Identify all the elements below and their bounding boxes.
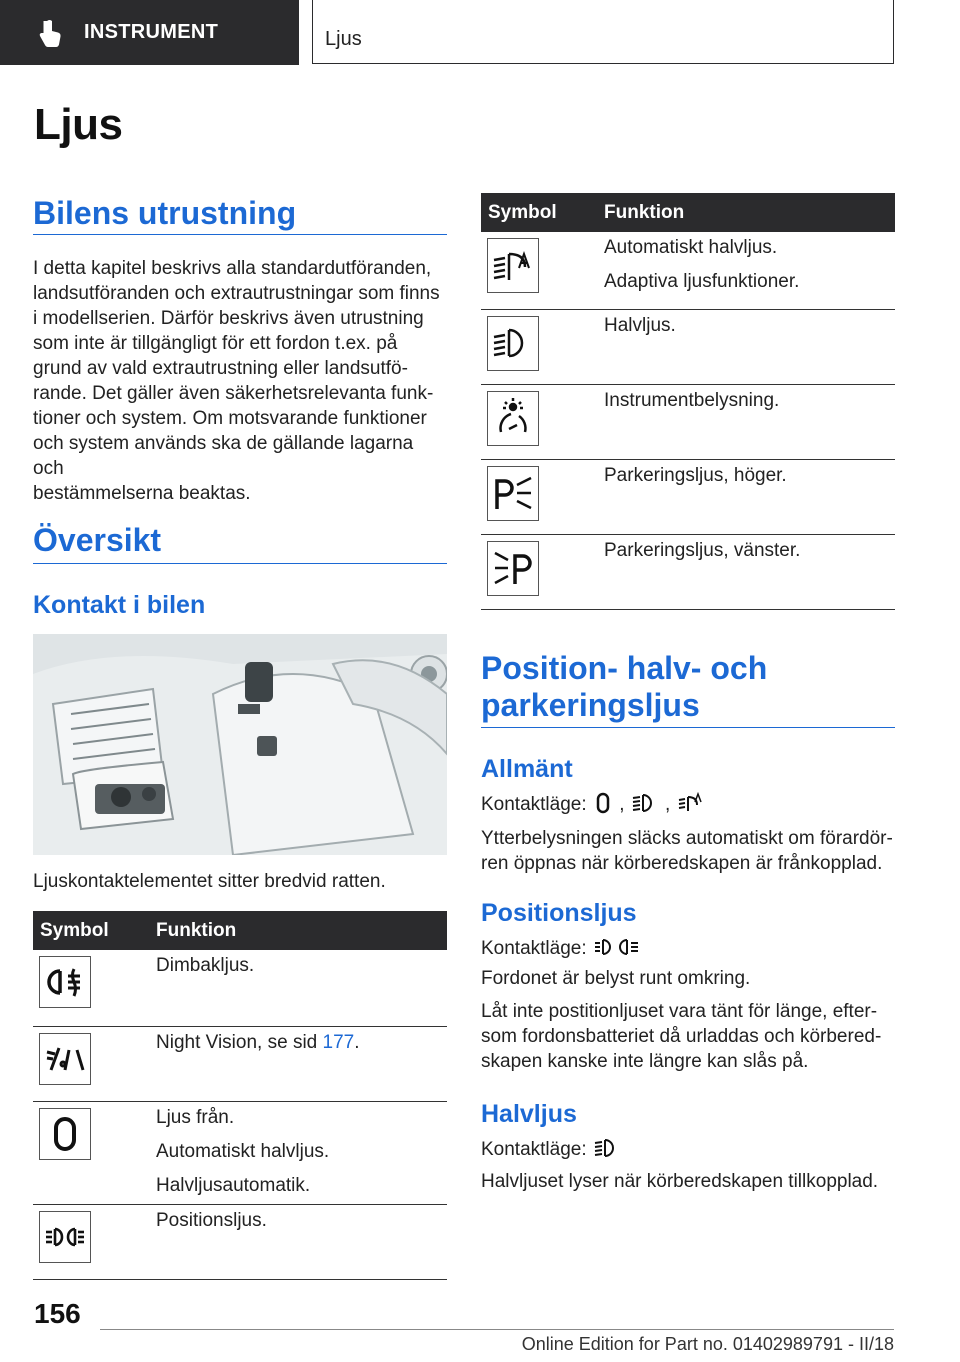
symbol-table-right <box>481 193 895 610</box>
heading-rule <box>33 563 447 564</box>
page-link-177[interactable]: 177 <box>322 1031 355 1053</box>
lights-off-icon <box>594 792 612 814</box>
heading-position-lights: Position- halv- och parkeringsljus <box>481 650 768 723</box>
function-text: Adaptiva ljusfunktioner. <box>604 271 800 292</box>
function-text: Parkeringsljus, vänster. <box>604 539 801 561</box>
table-row <box>481 459 895 534</box>
position-lights-icon <box>594 936 640 958</box>
position-lights-warning: Låt inte postitionljuset vara tänt för länge, efter- som fordonsbatteriet då urladdas och körbered- skapen kanske inte längre kan slås på. <box>481 1001 882 1072</box>
edition-text: Online Edition for Part no. 01402989791 - II/18 <box>521 1334 894 1354</box>
auto-low-beam-icon <box>678 792 704 814</box>
function-text: Automatiskt halvljus. <box>604 237 778 258</box>
parking-light-left-icon <box>487 541 539 596</box>
subheading-switch: Kontakt i bilen <box>33 591 206 619</box>
chapter-label: INSTRUMENT <box>84 21 219 43</box>
rear-fog-light-icon <box>39 956 91 1008</box>
general-paragraph: Ytterbelysningen släcks automatiskt om förardör- ren öppnas när körberedskapen är frånkopplad. <box>481 828 893 874</box>
hand-pointer-icon <box>38 18 64 48</box>
heading-overview: Översikt <box>33 522 162 558</box>
low-beam-icon <box>632 792 658 814</box>
section-label: Ljus <box>325 28 362 50</box>
position-lights-text: Fordonet är belyst runt omkring. <box>481 968 751 989</box>
function-text: Ljus från. <box>156 1106 235 1128</box>
col-function-header: Funktion <box>149 911 447 950</box>
night-vision-icon <box>39 1033 91 1085</box>
footer-rule <box>100 1329 894 1330</box>
contact-position-general: Kontaktläge: , , <box>481 792 706 817</box>
parking-light-right-icon <box>487 466 539 521</box>
col-function-header: Funktion <box>597 193 895 232</box>
heading-equipment: Bilens utrustning <box>33 195 297 231</box>
light-switch-photo <box>33 634 447 855</box>
position-lights-icon <box>39 1211 91 1263</box>
function-text: Positionsljus. <box>156 1209 267 1231</box>
table-row <box>481 534 895 609</box>
auto-low-beam-icon <box>487 238 539 293</box>
lights-off-icon <box>39 1108 91 1160</box>
col-symbol-header: Symbol <box>481 193 597 232</box>
function-text: Dimbakljus. <box>156 955 255 976</box>
page-title: Ljus <box>34 100 123 149</box>
table-row <box>481 309 895 384</box>
table-row <box>33 1026 447 1101</box>
table-row <box>481 384 895 459</box>
chapter-tab[interactable] <box>0 0 299 65</box>
subheading-general: Allmänt <box>481 755 573 783</box>
subheading-position-lights: Positionsljus <box>481 899 637 927</box>
table-row <box>33 950 447 1026</box>
function-text: Parkeringsljus, höger. <box>604 464 787 486</box>
function-text: Halvljusautomatik. <box>156 1174 311 1196</box>
contact-position-lights: Kontaktläge: <box>481 936 642 961</box>
heading-rule <box>33 234 447 235</box>
low-beam-text: Halvljuset lyser när körberedskapen tillkopplad. <box>481 1171 879 1192</box>
subheading-low-beam: Halvljus <box>481 1100 577 1128</box>
photo-caption: Ljuskontaktelementet sitter bredvid ratten. <box>33 871 386 892</box>
function-text: Instrumentbelysning. <box>604 389 780 411</box>
table-row <box>33 1204 447 1279</box>
function-text: Automatiskt halvljus. <box>156 1140 330 1162</box>
table-row <box>481 232 895 309</box>
function-text: Halvljus. <box>604 314 676 336</box>
heading-rule <box>481 727 895 728</box>
page-number: 156 <box>34 1298 81 1329</box>
equipment-paragraph: I detta kapitel beskrivs alla standardutföranden, landsutföranden och extrautrustningar som finns i modellserien. Därför beskrivs även utrustning som inte är tillgängligt för ett fordon t.ex. på grund av vald extrautrustning eller landsutfö- rande. Det gäller även säkerhetsrelevanta funk- tioner och system. Om motsvarande funktioner och system används ska de gällande lagarna och bestämmelserna beaktas. <box>33 258 440 504</box>
symbol-table-left <box>33 911 447 1280</box>
low-beam-icon <box>594 1137 620 1159</box>
function-text: Night Vision, se sid 177. <box>156 1031 360 1053</box>
section-tab[interactable] <box>312 0 894 64</box>
contact-position-low-beam: Kontaktläge: <box>481 1137 622 1162</box>
col-symbol-header: Symbol <box>33 911 149 950</box>
table-row <box>33 1101 447 1204</box>
instrument-lighting-icon <box>487 391 539 446</box>
low-beam-icon <box>487 316 539 371</box>
